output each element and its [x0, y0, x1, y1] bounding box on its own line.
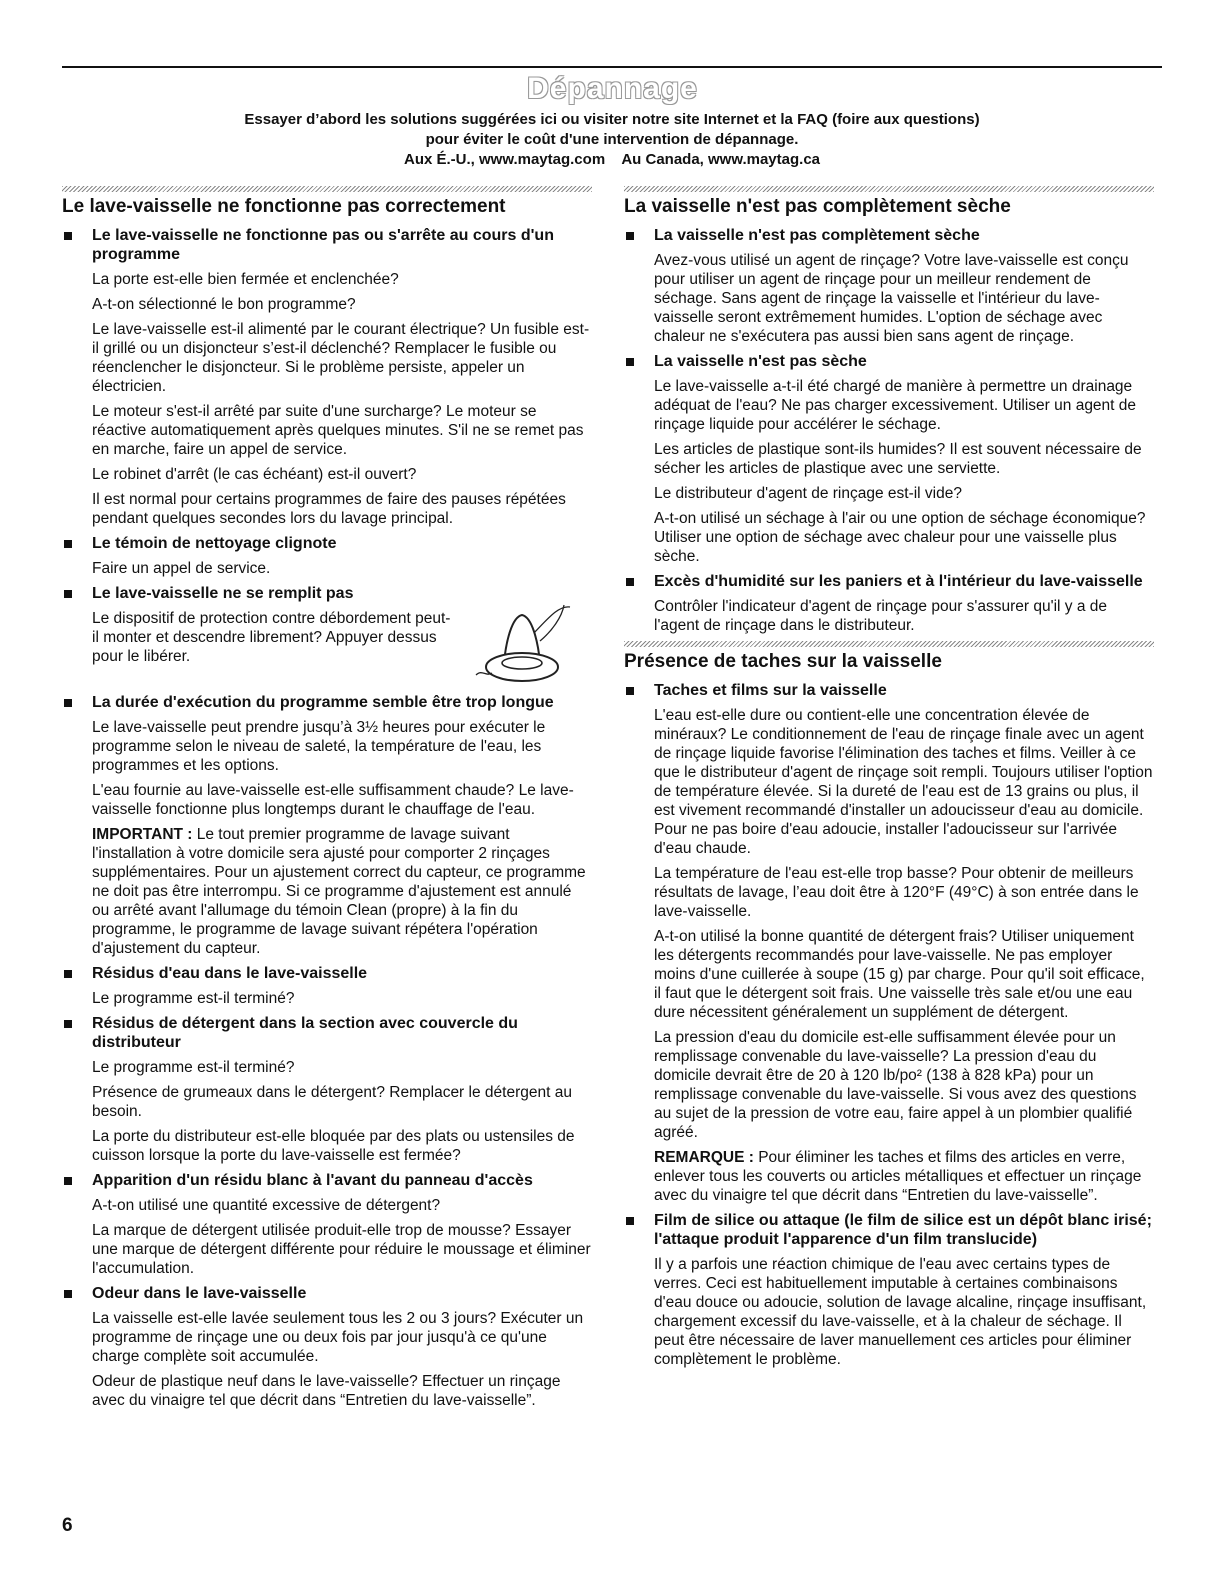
bullet-icon	[626, 358, 634, 366]
paragraph: A-t-on utilisé une quantité excessive de détergent?	[92, 1197, 441, 1214]
problem-item	[62, 964, 592, 1008]
problem-title: Apparition d'un résidu blanc à l'avant du panneau d'accès	[92, 1172, 533, 1189]
intro-line-2: pour éviter le coût d'une intervention de dépannage.	[425, 131, 799, 148]
paragraph: A-t-on utilisé un séchage à l'air ou une option de séchage économique? Utiliser une option de séchage avec chaleur pour une vaisselle plus sèche.	[654, 510, 1146, 565]
problem-title: Le témoin de nettoyage clignote	[92, 535, 337, 552]
problem-item	[62, 1014, 592, 1165]
problem-title: Résidus d'eau dans le lave-vaisselle	[92, 965, 368, 982]
paragraph: Faire un appel de service.	[92, 560, 271, 577]
problem-item	[62, 1171, 592, 1278]
section-divider	[624, 186, 1154, 192]
problem-title: Odeur dans le lave-vaisselle	[92, 1285, 307, 1302]
bullet-icon	[64, 970, 72, 978]
paragraph: La marque de détergent utilisée produit-elle trop de mousse? Essayer une marque de détergent différente pour réduire le moussage et éliminer l'accumulation.	[92, 1222, 591, 1277]
section-dry	[624, 186, 1154, 635]
paragraph: Le lave-vaisselle peut prendre jusqu’à 3½ heures pour exécuter le programme selon le niveau de saleté, la température de l'eau, les programmes et les options.	[92, 719, 546, 774]
paragraph: La pression d'eau du domicile est-elle suffisamment élevée pour un remplissage convenable du lave-vaisselle? La pression d'eau du domicile devrait être de 20 à 120 lb/po² (138 à 828 kPa) pour un remplissage convenable du lave-vaisselle. Si vous avez des questions au sujet de la pression de votre eau, faire appel à un plombier qualifié agréé.	[654, 1029, 1137, 1141]
paragraph: Le lave-vaisselle a-t-il été chargé de manière à permettre un drainage adéquat de l'eau? Ne pas charger excessivement. Utiliser un agent de rinçage liquide pour accélérer le séchage.	[654, 378, 1137, 433]
note-text: Pour éliminer les taches et films des articles en verre, enlever tous les couverts ou articles métalliques et effectuer un rinçage avec du vinaigre tel que décrit dans “Entretien du lave-vaisselle”.	[654, 1149, 1142, 1204]
canada-website: Au Canada, www.maytag.ca	[621, 151, 820, 168]
intro-block	[62, 110, 1162, 170]
note	[654, 1148, 1154, 1205]
page-number: 6	[62, 1515, 73, 1536]
problem-item	[62, 226, 592, 528]
right-column	[624, 186, 1154, 1375]
bullet-icon	[64, 590, 72, 598]
problem-item	[62, 1284, 592, 1410]
page-title: Dépannage	[527, 72, 698, 105]
left-column	[62, 186, 592, 1416]
paragraph: Le dispositif de protection contre débordement peut-il monter et descendre librement? Appuyer dessus pour le libérer.	[92, 610, 451, 665]
paragraph: Contrôler l'indicateur d'agent de rinçage pour s'assurer qu'il y a de l'agent de rinçage dans le distributeur.	[654, 598, 1107, 634]
bullet-icon	[64, 699, 72, 707]
important-note	[92, 825, 592, 958]
top-rule	[62, 66, 1162, 68]
paragraph: A-t-on utilisé la bonne quantité de détergent frais? Utiliser uniquement les détergents recommandés pour lave-vaisselle. Ne pas employer moins d'une cuillerée à soupe (15 g) par charge. Pour qu'il soit efficace, il faut que le détergent soit frais. Une vaisselle très sale et/ou une eau dure nécessitent généralement un supplément de détergent.	[654, 928, 1145, 1021]
bullet-icon	[64, 232, 72, 240]
section-title-spots: Présence de taches sur la vaisselle	[624, 651, 942, 672]
paragraph: La porte du distributeur est-elle bloquée par des plats ou ustensiles de cuisson lorsque la porte du lave-vaisselle est fermée?	[92, 1128, 575, 1164]
problem-item	[624, 352, 1154, 566]
problem-item	[62, 693, 592, 958]
problem-item	[624, 572, 1154, 635]
paragraph: Le distributeur d'agent de rinçage est-il vide?	[654, 485, 962, 502]
bullet-icon	[64, 1177, 72, 1185]
section-title-not-dry: La vaisselle n'est pas complètement sèche	[624, 196, 1011, 217]
paragraph: Présence de grumeaux dans le détergent? Remplacer le détergent au besoin.	[92, 1084, 572, 1120]
problem-title: La vaisselle n'est pas sèche	[654, 353, 867, 370]
bullet-icon	[64, 540, 72, 548]
important-label: IMPORTANT :	[92, 826, 193, 843]
paragraph: Le robinet d'arrêt (le cas échéant) est-il ouvert?	[92, 466, 417, 483]
intro-line-1: Essayer d’abord les solutions suggérées ici ou visiter notre site Internet et la FAQ (foire aux questions)	[244, 111, 980, 128]
paragraph: La température de l'eau est-elle trop basse? Pour obtenir de meilleurs résultats de lavage, l’eau doit être à 120°F (49°C) à son entrée dans le lave-vaisselle.	[654, 865, 1139, 920]
bullet-icon	[626, 578, 634, 586]
intro-sites	[62, 150, 1162, 170]
bullet-icon	[626, 687, 634, 695]
paragraph: L'eau est-elle dure ou contient-elle une concentration élevée de minéraux? Le conditionnement de l'eau de rinçage finale avec un agent de rinçage liquide favorise l'élimination des taches et films. Veiller à ce que le distributeur d'agent de rinçage soit rempli. Toujours utiliser l'option de température élevée. Si la dureté de l'eau est de 13 grains ou plus, il est vivement recommandé d'installer un adoucisseur d'eau au domicile. Pour ne pas boire d'eau adoucie, installer l'adoucisseur sur l'arrivée d'eau chaude.	[654, 707, 1153, 857]
section-divider	[624, 641, 1154, 647]
problem-title: Excès d'humidité sur les paniers et à l'intérieur du lave-vaisselle	[654, 573, 1143, 590]
paragraph: L'eau fournie au lave-vaisselle est-elle suffisamment chaude? Le lave-vaisselle fonctionne plus longtemps durant le chauffage de l'eau.	[92, 782, 574, 818]
bullet-icon	[64, 1020, 72, 1028]
problem-title: Taches et films sur la vaisselle	[654, 682, 887, 699]
problem-item	[624, 226, 1154, 346]
paragraph: Le programme est-il terminé?	[92, 1059, 295, 1076]
us-website: Aux É.-U., www.maytag.com	[404, 151, 606, 168]
paragraph: Avez-vous utilisé un agent de rinçage? Votre lave-vaisselle est conçu pour utiliser un agent de rinçage pour un meilleur rendement de séchage. Sans agent de rinçage la vaisselle et l'intérieur du lave-vaisselle seront extrêmement humides. L'option de séchage avec chaleur ne s'exécutera pas aussi bien sans agent de rinçage.	[654, 252, 1129, 345]
paragraph: Odeur de plastique neuf dans le lave-vaisselle? Effectuer un rinçage avec du vinaigre tel que décrit dans “Entretien du lave-vaisselle”.	[92, 1373, 561, 1409]
paragraph: Le moteur s'est-il arrêté par suite d'une surcharge? Le moteur se réactive automatiquement après quelques minutes. S'il ne se remet pas en marche, faire un appel de service.	[92, 403, 584, 458]
bullet-icon	[626, 232, 634, 240]
section-divider	[62, 186, 592, 192]
note-label: REMARQUE :	[654, 1149, 754, 1166]
paragraph: A-t-on sélectionné le bon programme?	[92, 296, 356, 313]
paragraph: Il est normal pour certains programmes de faire des pauses répétées pendant quelques secondes lors du lavage principal.	[92, 491, 566, 527]
problem-item	[62, 584, 592, 689]
problem-title: Film de silice ou attaque (le film de silice est un dépôt blanc irisé; l'attaque produit l'apparence d'un film translucide)	[654, 1212, 1152, 1248]
paragraph: Il y a parfois une réaction chimique de l'eau avec certains types de verres. Ceci est habituellement imputable à certaines combinaisons d'eau douce ou adoucie, solution de lavage alcaline, rinçage insuffisant, chargement excessif du lave-vaisselle, et à la chaleur de séchage. Il peut être nécessaire de laver manuellement ces articles pour éliminer complètement le problème.	[654, 1256, 1147, 1368]
overfill-protector-float-icon	[462, 601, 572, 689]
problem-title: Le lave-vaisselle ne se remplit pas	[92, 585, 354, 602]
paragraph: Les articles de plastique sont-ils humides? Il est souvent nécessaire de sécher les articles de plastique avec une serviette.	[654, 441, 1142, 477]
problem-title: Le lave-vaisselle ne fonctionne pas ou s'arrête au cours d'un programme	[92, 227, 554, 263]
problem-item	[624, 1211, 1154, 1369]
bullet-icon	[64, 1290, 72, 1298]
paragraph: Le lave-vaisselle est-il alimenté par le courant électrique? Un fusible est-il grillé ou un disjoncteur s’est-il déclenché? Remplacer le fusible ou réenclencher le disjoncteur. Si le problème persiste, appeler un électricien.	[92, 321, 590, 395]
paragraph: Le programme est-il terminé?	[92, 990, 295, 1007]
important-text: Le tout premier programme de lavage suivant l'installation à votre domicile sera ajusté pour comporter 2 rinçages supplémentaires. Pour un ajustement correct du capteur, ce programme ne doit pas être interrompu. Si ce programme d'ajustement est annulé ou arrêté avant l'allumage du témoin Clean (propre) à la fin du programme, le programme de lavage suivant répétera l'opération d'ajustement du capteur.	[92, 826, 586, 957]
problem-item	[62, 534, 592, 578]
paragraph: La vaisselle est-elle lavée seulement tous les 2 ou 3 jours? Exécuter un programme de rinçage une ou deux fois par jour jusqu'à ce qu'une charge complète soit accumulée.	[92, 1310, 584, 1365]
bullet-icon	[626, 1217, 634, 1225]
problem-title: La durée d'exécution du programme semble être trop longue	[92, 694, 554, 711]
section-spots	[624, 641, 1154, 1369]
section-title-not-working: Le lave-vaisselle ne fonctionne pas correctement	[62, 196, 506, 217]
problem-title: Résidus de détergent dans la section avec couvercle du distributeur	[92, 1015, 518, 1051]
paragraph: La porte est-elle bien fermée et enclenchée?	[92, 271, 399, 288]
problem-item	[624, 681, 1154, 1205]
problem-title: La vaisselle n'est pas complètement sèche	[654, 227, 980, 244]
